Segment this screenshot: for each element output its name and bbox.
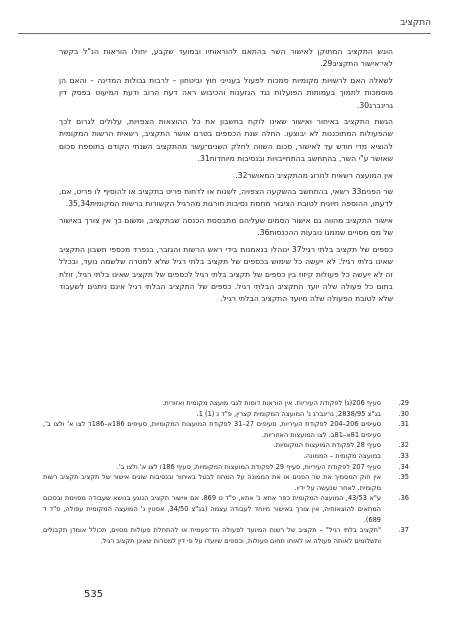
footnote-number: 33. (398, 451, 409, 460)
footnote-number: 29. (398, 399, 409, 407)
footnote-number: 37. (398, 526, 409, 535)
paragraph: אישור התקציב מהווה גם אישור הסמים שעליהם מתבססת הכנסה שבתקציב, ומשום כך אין צורך באישור של מס מסויים שממנו נובעות ההכנסות36. (59, 215, 393, 238)
footnote (43, 462, 409, 473)
footnote (43, 451, 409, 462)
page-number: 535 (84, 589, 104, 600)
footnote-text: במועצה מקומית – הממונה. (303, 451, 381, 460)
header-divider (18, 33, 431, 34)
footnote (43, 409, 409, 420)
footnote-text: סעיף 206(ג) לפקודת העיריות. אין הוראות דומות לגבי מועצה מקומית ואזורית. (162, 399, 381, 407)
footnote-text: ע"א 43/53, המועצה המקומית כפר אתא נ' אתא, פ"ד ט 869. אם אישור תקציב הנוגע בנושא שעבודה מסוימת ובסכום המתאים להוצאותיה, אין צורך באישור מיוחד לעבודה עצמה (בג"צ 34/50, אסטין נ' המועצה המקומית עפולה, פ"ד ד 689). (43, 494, 381, 524)
footnote-number: 30. (398, 409, 409, 418)
footnote-number: 36. (398, 494, 409, 503)
footnote-text: אין חוק המסמיך את שר הפנים או את הממונה על המחוז לבטל באיחור ובנסיבות שונים אישור של תקציב תקציב רשות מקומית. לאחר שנעשה על ידיו. (43, 473, 381, 492)
footnote-number: 34. (398, 462, 409, 471)
footnote-number: 35. (398, 473, 409, 482)
footnote-number: 31. (398, 420, 409, 429)
footnotes (43, 398, 409, 546)
footnote (43, 472, 409, 493)
footnote (43, 525, 409, 546)
footnote-text: סעיף 207 לפקודת העיריות, סעיף 29 לפקודת המועצות המקומיות, סעיף 186ז לצו א' ולצו ב'. (116, 462, 381, 471)
running-header-title: התקציב (400, 18, 431, 28)
footnote-text: סעיף 28 לפקודת המועצות המקומיות. (273, 441, 381, 450)
footnote-text: "תקציב בלתי רגיל" – תקציב של רשות המיועד לפעולה חד־פעמית או להתחלת פעולות מסוים, תכולל אומדן תקבולים ותשלומים לאותה פעולה או לאותו תחום פעולות, וכספים שיועדו על פי דין למטרות שאינן תקציב רגיל. (43, 526, 381, 545)
footnote (43, 493, 409, 525)
footnote-number: 32. (398, 441, 409, 450)
footnote (43, 398, 409, 409)
footnote (43, 419, 409, 440)
footnote-text: סעיפים 206–204 לפקודת העיריות, סעיפים 27–31 לפקודת המועצות המקומיות, סעיפים 186א–186ד לצו א' ולצו ב', סעיפים 81א–81ב. לצו המועצות האזוריות. (43, 420, 381, 439)
paragraph: הונש התקציב המתוקן לאישור השר בהתאם להוראותיו ובמועד שקבע, יחולו הוראות הנ"ל בקשר לאי־אישור התקציב29. (59, 47, 393, 69)
footnote (43, 440, 409, 451)
paragraph: לשאלה האם לרשויות מקומיות סמכות לפעול בענייני חוץ וביטחון – לרבות גבולות המדינה – והאם הן מוסמכות לתמוך בעמותות הפועלות נגד הגזענות והכיבוש ראה דעת הרוב ודעת המיעוט בפסק דין גרינברג30. (59, 75, 393, 110)
body-text (59, 46, 393, 310)
paragraph: כספים של תקציב בלתי רגיל37 ינוהלו בנאמנות בידי ראש הרשות והגזבר, בנפרד מכספי חשבון התקציב שאינו בלתי רגיל. לא ייעשה כל שימוש בכספים של תקציב בלתי רגיל שלא למטרה שלשמה נועד, ובכלל זה לא ייעשה כל פעולות קיזוז בין כספים של תקציב בלתי רגיל לכספים של תקציב שאינו בלתי רגיל, זולת בתום כל פעולה שלה יועד התקציב הבלתי רגיל. כספים של התקציב הבלתי רגיל אינם ניתנים לשעבוד שלא לטובת הפעולה שלה מיועד התקציב הבלתי רגיל. (59, 244, 393, 304)
paragraph: שר הפנים33 רשאי, בהתחשב בהשקעה הצפויה, לשנות או לדחות פריט בתקציב או להוסיף לו פריט, אם, לדעתו, ההוספה חיונית לטובת הציבור מחמת נסיבות חורגות מהרגיל הקשורות ברשות המקומית35,34. (59, 187, 393, 209)
paragraph: אין המועצה רשאית לחרוג מהתקציב המאושר32. (235, 170, 393, 180)
footnote-text: בג"צ 2838/95, גרינברג נ' המועצה המקומית קצרין, פ"ד נ (1) 1. (196, 409, 381, 418)
paragraph: הגשת התקציב באיחור ואישור שאינו לוקח בחשבון את כל ההוצאות הצפויות, עלולים לגרום לכך שהפעולות המתוכננות לא יבוצעו. החלה שנת הכספים בטרם אושר התקציב, רשאית הרשות המקומית להוציא מדי חודש עד לאישור, סכום השווה לחלק השנים־עשר מהתקציב השנתי הקודם בתוספת סכום שאושר ע"י השר, בהתחשב בהתחייבויות ובנסיבות מיוחדות31. (59, 117, 393, 164)
